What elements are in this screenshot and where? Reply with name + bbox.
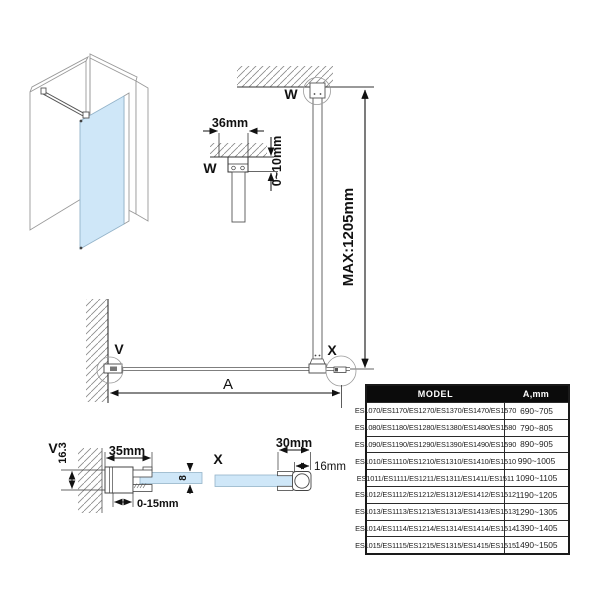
- wall-right-endcap: [136, 81, 148, 221]
- label-x-section: X: [213, 451, 223, 467]
- model-cell: ES1011/ES1111/ES1211/ES1311/ES1411/ES1511: [367, 470, 505, 486]
- wall-hatch-v: [78, 448, 102, 513]
- table-row: [355, 503, 568, 520]
- table-row: [356, 469, 568, 486]
- model-cell: ES1010/ES1110/ES1210/ES1310/ES1410/ES1510: [367, 453, 505, 469]
- model-cell: ES1070/ES1170/ES1270/ES1370/ES1470/ES1570: [367, 403, 505, 419]
- x-section-chip-mark: [335, 368, 338, 372]
- screw-dot: [319, 355, 321, 357]
- bracket-screw-left: [232, 166, 236, 170]
- model-cell: ES1013/ES1113/ES1213/ES1313/ES1413/ES1513: [367, 504, 505, 520]
- dim-36mm: 36mm: [211, 116, 249, 130]
- glass-edge-profile: [124, 93, 129, 224]
- x-glass-bracket: [309, 364, 326, 373]
- glass-corner-dot-top: [80, 120, 83, 123]
- table-row: [355, 486, 568, 503]
- glass-panel: [80, 96, 124, 249]
- model-cell: ES1080/ES1180/ES1280/ES1380/ES1480/ES1580: [367, 420, 505, 436]
- label-w-detail: W: [203, 160, 217, 176]
- a-cell: 990~1005: [517, 456, 556, 467]
- v-wall-bracket-inner: [110, 367, 117, 372]
- glass-corner-dot-bottom: [80, 247, 83, 250]
- screw-dot: [314, 93, 316, 95]
- model-table: [354, 384, 570, 555]
- a-cell: 1490~1505: [515, 540, 558, 551]
- model-cell: ES1012/ES1112/ES1212/ES1312/ES1412/ES1512: [367, 487, 505, 503]
- bar-wall-mount: [41, 88, 46, 94]
- dim-0-10mm: 0~10mm: [270, 135, 284, 187]
- model-cell: ES1014/ES1114/ES1214/ES1314/ES1414/ES1514: [367, 521, 505, 537]
- ceiling-hatch-small: [210, 143, 267, 157]
- isometric-view: [30, 54, 148, 249]
- bracket-screw-right: [241, 166, 245, 170]
- clamp-top-plate: [278, 472, 294, 476]
- dim-0-15mm: 0-15mm: [137, 498, 179, 510]
- wall-left: [30, 61, 86, 230]
- table-row: [354, 402, 568, 419]
- a-cell: 790~805: [520, 422, 553, 433]
- table-row: [355, 520, 568, 537]
- label-w-top: W: [284, 86, 298, 102]
- clamp-bottom-plate: [278, 486, 294, 490]
- table-row: [354, 419, 568, 436]
- dim-16mm: 16mm: [314, 461, 346, 473]
- screw-dot: [315, 355, 317, 357]
- bar-glass-clamp: [83, 112, 89, 118]
- bracket-body: [228, 157, 248, 172]
- top-bracket: [310, 83, 325, 98]
- model-cell: ES1090/ES1190/ES1290/ES1390/ES1490/ES1590: [367, 437, 505, 453]
- a-cell: 1290~1305: [515, 506, 558, 517]
- table-row: [354, 436, 568, 453]
- bar-cross-section: [295, 474, 309, 488]
- bar-tube: [232, 172, 245, 222]
- table-header-model: MODEL: [417, 389, 454, 399]
- model-cell: ES1015/ES1115/ES1215/ES1315/ES1415/ES1515: [367, 537, 505, 553]
- ceiling-bracket-detail-w: [203, 116, 284, 222]
- label-x-plan: X: [327, 342, 337, 358]
- a-cell: 690~705: [520, 405, 553, 416]
- dim-16-3: 16.3: [57, 442, 69, 464]
- glass-section-x: [215, 475, 293, 487]
- a-cell: 890~905: [520, 439, 553, 450]
- elevation-view: [237, 66, 374, 369]
- vertical-bar: [313, 87, 322, 359]
- profile-top-jaw: [133, 470, 152, 477]
- label-v-section: V: [48, 440, 58, 456]
- table-row: [355, 452, 568, 469]
- label-v-plan: V: [114, 341, 124, 357]
- dim-max-height: MAX:1205mm: [340, 187, 357, 287]
- table-row: [355, 536, 568, 553]
- a-cell: 1190~1205: [515, 489, 558, 500]
- dim-30mm: 30mm: [275, 436, 313, 450]
- table-header-a: A,mm: [522, 389, 550, 399]
- a-cell: 1390~1405: [515, 523, 558, 534]
- table-header: [367, 386, 568, 402]
- wall-hatch: [86, 299, 108, 402]
- dim-a: A: [222, 376, 234, 393]
- a-cell: 1090~1105: [515, 473, 558, 484]
- dim-35mm: 35mm: [108, 444, 146, 458]
- x-bracket-neck: [310, 359, 325, 364]
- screw-dot: [320, 93, 322, 95]
- glass-clamp-detail-x: [213, 436, 346, 491]
- wall-profile-detail-v: [48, 440, 202, 513]
- dim-8: 8: [178, 475, 189, 481]
